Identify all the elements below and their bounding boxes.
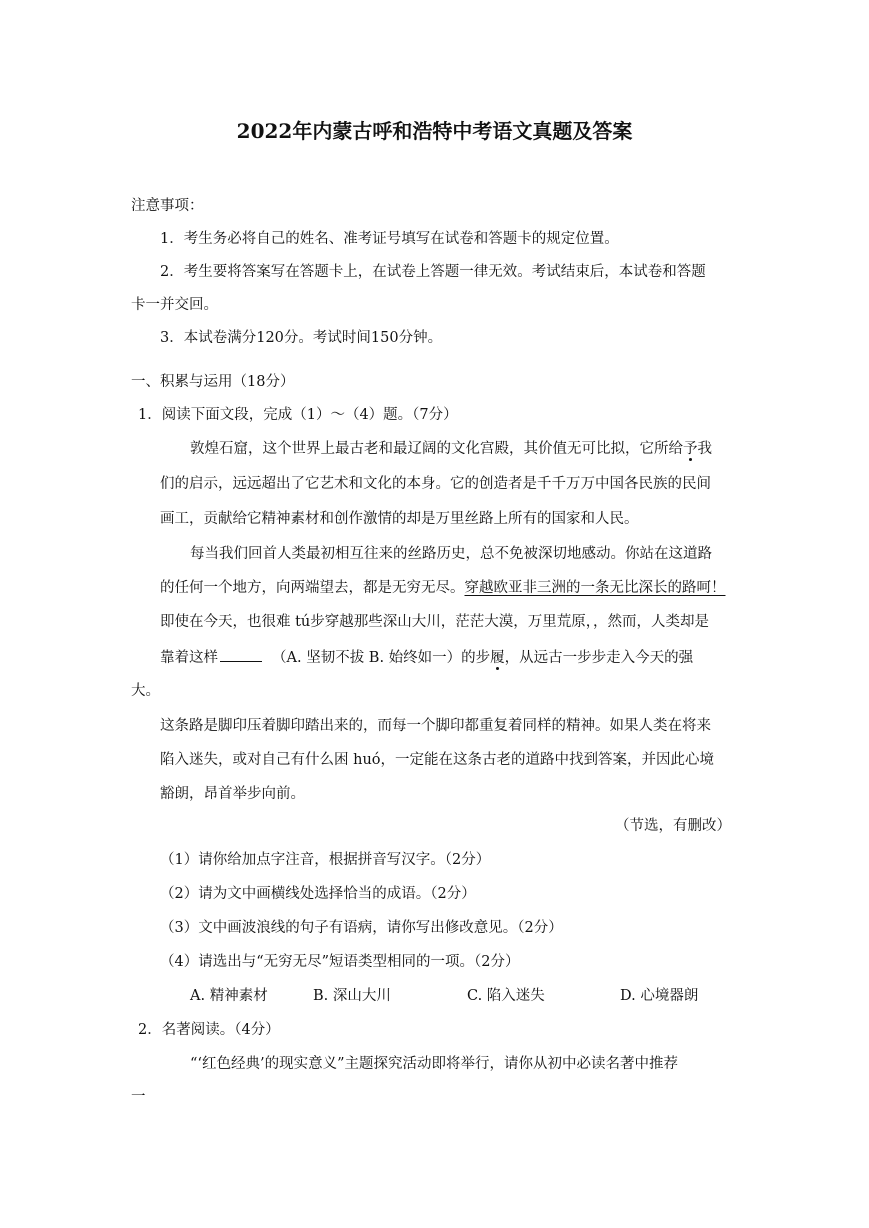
section-heading: 一、积累与运用（18分） [131, 374, 295, 390]
notice-heading: 注意事项： [131, 198, 204, 214]
passage-line: 的任何一个地方，向两端望去，都是无穷无尽。穿越欧亚非三洲的一条无比深长的路呵！ [160, 580, 726, 596]
page-title: 2022年内蒙古呼和浩特中考语文真题及答案 [236, 119, 633, 143]
marked-sentence: 穿越欧亚非三洲的一条无比深长的路呵！ [464, 580, 726, 596]
option-c: C. 陷入迷失 [467, 988, 545, 1004]
sub-question: （4）请选出与“无穷无尽”短语类型相同的一项。（2分） [160, 954, 520, 970]
passage-line: 每当我们回首人类最初相互往来的丝路历史，总不免被深切地感动。你站在这道路 [190, 546, 712, 562]
option-b: B. 深山大川 [313, 988, 391, 1004]
passage-source: （节选，有删改） [615, 818, 731, 834]
option-d: D. 心境器朗 [620, 988, 699, 1004]
dotted-char: 履 [490, 650, 505, 666]
passage-line: 陷入迷失，或对自己有什么困 huó，一定能在这条古老的道路中找到答案，并因此心境 [160, 752, 715, 768]
notice-item: 3．本试卷满分120分。考试时间150分钟。 [160, 330, 443, 346]
passage-line: 靠着这样 （A. 坚韧不拔 B. 始终如一）的步履，从远古一步步走入今天的强 [160, 647, 693, 668]
passage-line: 们的启示，远远超出了它艺术和文化的本身。它的创造者是千千万万中国各民族的民间 [160, 476, 711, 492]
passage-line: 画工，贡献给它精神素材和创作激情的却是万里丝路上所有的国家和人民。 [160, 511, 639, 527]
notice-item: 2．考生要将答案写在答题卡上，在试卷上答题一律无效。考试结束后，本试卷和答题 [160, 264, 706, 280]
option-a: A. 精神素材 [190, 988, 268, 1004]
passage-line: 敦煌石窟，这个世界上最古老和最辽阔的文化宫殿，其价值无可比拟，它所给予我 [190, 441, 712, 457]
answer-blank [220, 647, 262, 662]
passage-line: 豁朗，昂首举步向前。 [160, 786, 305, 802]
question-1-stem: 1．阅读下面文段，完成（1）～（4）题。（7分） [138, 407, 458, 423]
passage-line: 大。 [131, 683, 160, 699]
question-2-stem: 2．名著阅读。（4分） [138, 1022, 280, 1038]
notice-item-continued: 卡一并交回。 [131, 297, 218, 313]
notice-item: 1．考生务必将自己的姓名、准考证号填写在试卷和答题卡的规定位置。 [160, 231, 619, 247]
passage-line: 即使在今天，也很难 tú步穿越那些深山大川，茫茫大漠，万里荒原，，然而，人类却是 [160, 614, 710, 630]
passage-line: 这条路是脚印压着脚印踏出来的，而每一个脚印都重复着同样的精神。如果人类在将来 [160, 718, 711, 734]
sub-question: （1）请你给加点字注音，根据拼音写汉字。（2分） [160, 852, 491, 868]
question-2-text: 一 [131, 1089, 146, 1105]
dotted-char: 予 [683, 441, 698, 457]
sub-question: （3）文中画波浪线的句子有语病，请你写出修改意见。（2分） [160, 920, 563, 936]
question-2-text: “‘红色经典’的现实意义”主题探究活动即将举行，请你从初中必读名著中推荐 [190, 1056, 679, 1072]
sub-question: （2）请为文中画横线处选择恰当的成语。（2分） [160, 886, 476, 902]
